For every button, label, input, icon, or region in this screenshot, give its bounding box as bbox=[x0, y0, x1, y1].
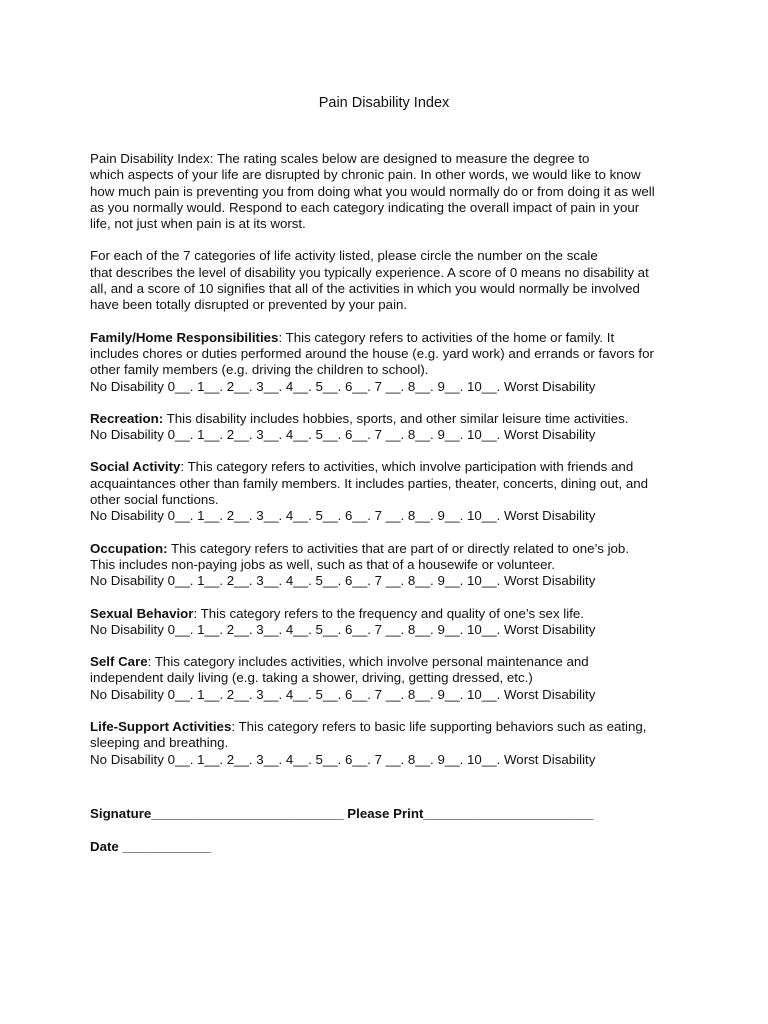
intro-line: life, not just when pain is at its worst. bbox=[90, 216, 306, 232]
signature-field[interactable]: Signature__________________________ bbox=[90, 806, 344, 821]
category-self-care bbox=[90, 654, 690, 703]
category-text-line: includes chores or duties performed around the house (e.g. yard work) and errands or favors for bbox=[90, 345, 654, 361]
category-text-line: other family members (e.g. driving the children to school). bbox=[90, 362, 429, 378]
signature-row bbox=[90, 806, 594, 822]
intro-line: as you normally would. Respond to each category indicating the overall impact of pain in your bbox=[90, 199, 640, 215]
category-text-line: This includes non-paying jobs as well, such as that of a housewife or volunteer. bbox=[90, 556, 555, 572]
category-text-line: independent daily living (e.g. taking a shower, driving, getting dressed, etc.) bbox=[90, 670, 533, 686]
intro-line: which aspects of your life are disrupted by chronic pain. In other words, we would like to know bbox=[90, 167, 641, 183]
rating-scale-occupation[interactable]: No Disability 0__. 1__. 2__. 3__. 4__. 5__. 6__. 7 __. 8__. 9__. 10__. Worst Disability bbox=[90, 573, 596, 589]
category-name: Sexual Behavior bbox=[90, 605, 194, 621]
category-separator: : bbox=[147, 654, 152, 670]
category-social-activity bbox=[90, 459, 690, 524]
category-separator: : bbox=[180, 459, 185, 475]
category-name: Self Care bbox=[90, 654, 148, 670]
instructions-paragraph bbox=[90, 248, 690, 313]
category-text: This category refers to activities that are part of or directly related to one’s job. bbox=[167, 540, 630, 556]
rating-scale-family-home[interactable]: No Disability 0__. 1__. 2__. 3__. 4__. 5__. 6__. 7 __. 8__. 9__. 10__. Worst Disability bbox=[90, 378, 596, 394]
category-name: Family/Home Responsibilities bbox=[90, 329, 279, 345]
category-separator: : bbox=[231, 719, 236, 735]
rating-scale-social-activity[interactable]: No Disability 0__. 1__. 2__. 3__. 4__. 5__. 6__. 7 __. 8__. 9__. 10__. Worst Disability bbox=[90, 508, 596, 524]
rating-scale-sexual-behavior[interactable]: No Disability 0__. 1__. 2__. 3__. 4__. 5__. 6__. 7 __. 8__. 9__. 10__. Worst Disability bbox=[90, 621, 596, 637]
page-title: Pain Disability Index bbox=[318, 95, 450, 111]
category-first-line bbox=[90, 411, 690, 427]
instructions-line: that describes the level of disability you typically experience. A score of 0 means no disability at bbox=[90, 264, 649, 280]
category-name: Social Activity bbox=[90, 459, 181, 475]
date-field[interactable]: Date ____________ bbox=[90, 839, 212, 854]
instructions-line: have been totally disrupted or prevented by your pain. bbox=[90, 297, 408, 313]
category-text-line: sleeping and breathing. bbox=[90, 735, 229, 751]
rating-scale-life-support[interactable]: No Disability 0__. 1__. 2__. 3__. 4__. 5__. 6__. 7 __. 8__. 9__. 10__. Worst Disability bbox=[90, 751, 596, 767]
category-separator: : bbox=[193, 605, 198, 621]
intro-line: how much pain is preventing you from doing what you would normally do or from doing it as well bbox=[90, 183, 655, 199]
category-separator: : bbox=[278, 329, 283, 345]
category-text: This category refers to activities of the home or family. It bbox=[282, 329, 615, 345]
intro-paragraph bbox=[90, 151, 690, 232]
date-row bbox=[90, 839, 211, 855]
category-first-line bbox=[90, 606, 690, 622]
category-first-line bbox=[90, 459, 690, 475]
category-sexual-behavior bbox=[90, 606, 690, 639]
rating-scale-recreation[interactable]: No Disability 0__. 1__. 2__. 3__. 4__. 5__. 6__. 7 __. 8__. 9__. 10__. Worst Disability bbox=[90, 427, 596, 443]
instructions-line: all, and a score of 10 signifies that all of the activities in which you would normally be involved bbox=[90, 281, 640, 297]
category-first-line bbox=[90, 330, 690, 346]
category-name: Recreation: bbox=[90, 410, 164, 426]
category-text: This category refers to basic life supporting behaviors such as eating, bbox=[235, 719, 647, 735]
category-text: This category refers to activities, which involve participation with friends and bbox=[184, 459, 634, 475]
category-life-support bbox=[90, 719, 690, 768]
print-name-field[interactable]: Please Print_______________________ bbox=[343, 806, 594, 821]
category-text: This category refers to the frequency and quality of one’s sex life. bbox=[197, 605, 584, 621]
category-family-home bbox=[90, 330, 690, 395]
category-first-line bbox=[90, 719, 690, 735]
category-first-line bbox=[90, 541, 690, 557]
category-name: Life-Support Activities bbox=[90, 719, 232, 735]
category-first-line bbox=[90, 654, 690, 670]
category-text: This disability includes hobbies, sports, and other similar leisure time activities. bbox=[163, 410, 629, 426]
rating-scale-self-care[interactable]: No Disability 0__. 1__. 2__. 3__. 4__. 5__. 6__. 7 __. 8__. 9__. 10__. Worst Disability bbox=[90, 686, 596, 702]
document-body bbox=[90, 151, 690, 784]
category-name: Occupation: bbox=[90, 540, 168, 556]
category-occupation bbox=[90, 541, 690, 590]
category-text-line: acquaintances other than family members. It includes parties, theater, concerts, dining out, and bbox=[90, 475, 649, 491]
instructions-line: For each of the 7 categories of life activity listed, please circle the number on the scale bbox=[90, 248, 598, 264]
category-text: This category includes activities, which involve personal maintenance and bbox=[151, 654, 589, 670]
intro-line: Pain Disability Index: The rating scales below are designed to measure the degree to bbox=[90, 151, 590, 166]
category-text-line: other social functions. bbox=[90, 492, 219, 508]
category-recreation bbox=[90, 411, 690, 444]
